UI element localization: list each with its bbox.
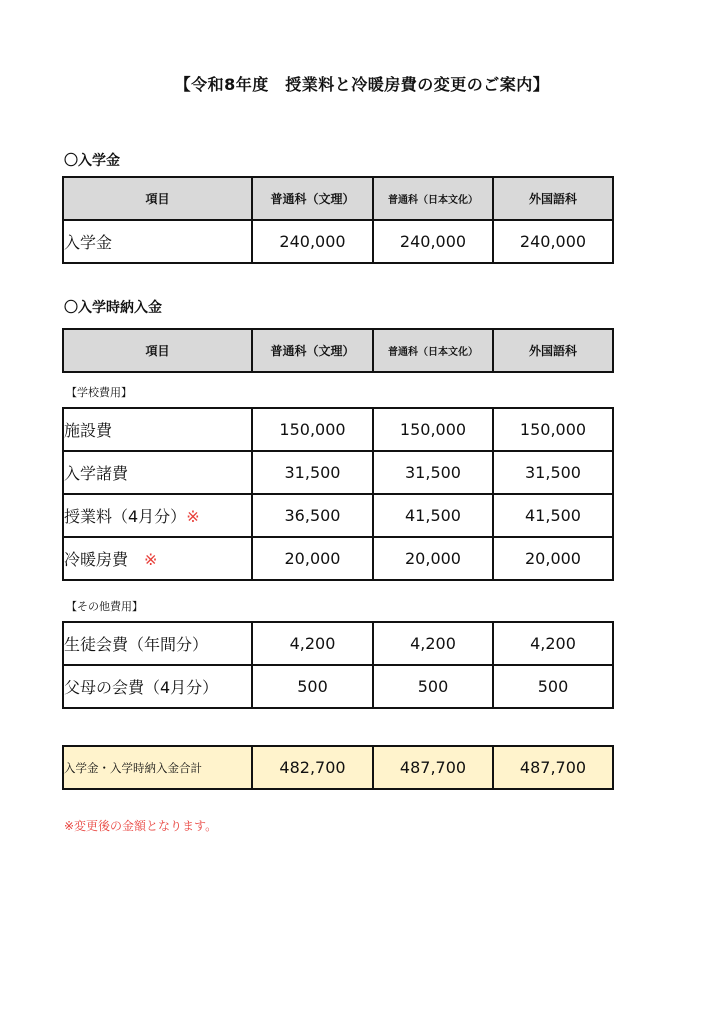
row-label: 父母の会費（4月分） — [63, 665, 252, 708]
header-foreign-language: 外国語科 — [493, 329, 613, 372]
other-costs-table — [62, 621, 614, 709]
note-mark: ※ — [186, 507, 200, 526]
table-row — [63, 622, 613, 665]
table-row — [63, 537, 613, 580]
cell-value: 20,000 — [252, 537, 373, 580]
header-general-japanese-culture: 普通科（日本文化） — [373, 329, 493, 372]
cell-value: 500 — [373, 665, 493, 708]
footnote: ※変更後の金額となります。 — [64, 819, 218, 833]
table-row — [63, 665, 613, 708]
admission-header-table — [62, 328, 614, 373]
cell-value: 150,000 — [373, 408, 493, 451]
row-label: 冷暖房費 ※ — [63, 537, 252, 580]
cell-value: 240,000 — [493, 220, 613, 263]
cell-value: 20,000 — [493, 537, 613, 580]
header-general-bunri: 普通科（文理） — [252, 177, 373, 220]
cell-value: 36,500 — [252, 494, 373, 537]
row-label: 入学金 — [63, 220, 252, 263]
cell-value: 240,000 — [252, 220, 373, 263]
cell-value: 4,200 — [373, 622, 493, 665]
table-header-row — [63, 177, 613, 220]
total-label: 入学金・入学時納入金合計 — [63, 746, 252, 789]
row-label: 生徒会費（年間分） — [63, 622, 252, 665]
total-row — [63, 746, 613, 789]
cell-value: 31,500 — [493, 451, 613, 494]
table-row — [63, 451, 613, 494]
cell-value: 500 — [252, 665, 373, 708]
table-row — [63, 494, 613, 537]
school-costs-table — [62, 407, 614, 581]
header-general-japanese-culture: 普通科（日本文化） — [373, 177, 493, 220]
group-label-school-costs: 【学校費用】 — [66, 386, 132, 399]
cell-value: 4,200 — [252, 622, 373, 665]
cell-value: 150,000 — [493, 408, 613, 451]
table-row — [63, 408, 613, 451]
table-row — [63, 220, 613, 263]
row-label: 施設費 — [63, 408, 252, 451]
total-value: 487,700 — [493, 746, 613, 789]
section-heading-admission-payment: 〇入学時納入金 — [64, 300, 162, 316]
cell-value: 500 — [493, 665, 613, 708]
cell-value: 20,000 — [373, 537, 493, 580]
row-label: 入学諸費 — [63, 451, 252, 494]
cell-value: 41,500 — [493, 494, 613, 537]
header-item: 項目 — [63, 329, 252, 372]
total-value: 487,700 — [373, 746, 493, 789]
group-label-other-costs: 【その他費用】 — [66, 600, 143, 613]
cell-value: 240,000 — [373, 220, 493, 263]
header-item: 項目 — [63, 177, 252, 220]
total-value: 482,700 — [252, 746, 373, 789]
cell-value: 150,000 — [252, 408, 373, 451]
note-mark: ※ — [144, 550, 158, 569]
header-foreign-language: 外国語科 — [493, 177, 613, 220]
page-title: 【令和8年度 授業料と冷暖房費の変更のご案内】 — [174, 75, 550, 94]
cell-value: 31,500 — [252, 451, 373, 494]
header-general-bunri: 普通科（文理） — [252, 329, 373, 372]
cell-value: 31,500 — [373, 451, 493, 494]
total-table — [62, 745, 614, 790]
cell-value: 4,200 — [493, 622, 613, 665]
cell-value: 41,500 — [373, 494, 493, 537]
row-label: 授業料（4月分）※ — [63, 494, 252, 537]
section-heading-entrance-fee: 〇入学金 — [64, 153, 120, 169]
table-header-row — [63, 329, 613, 372]
entrance-fee-table — [62, 176, 614, 264]
